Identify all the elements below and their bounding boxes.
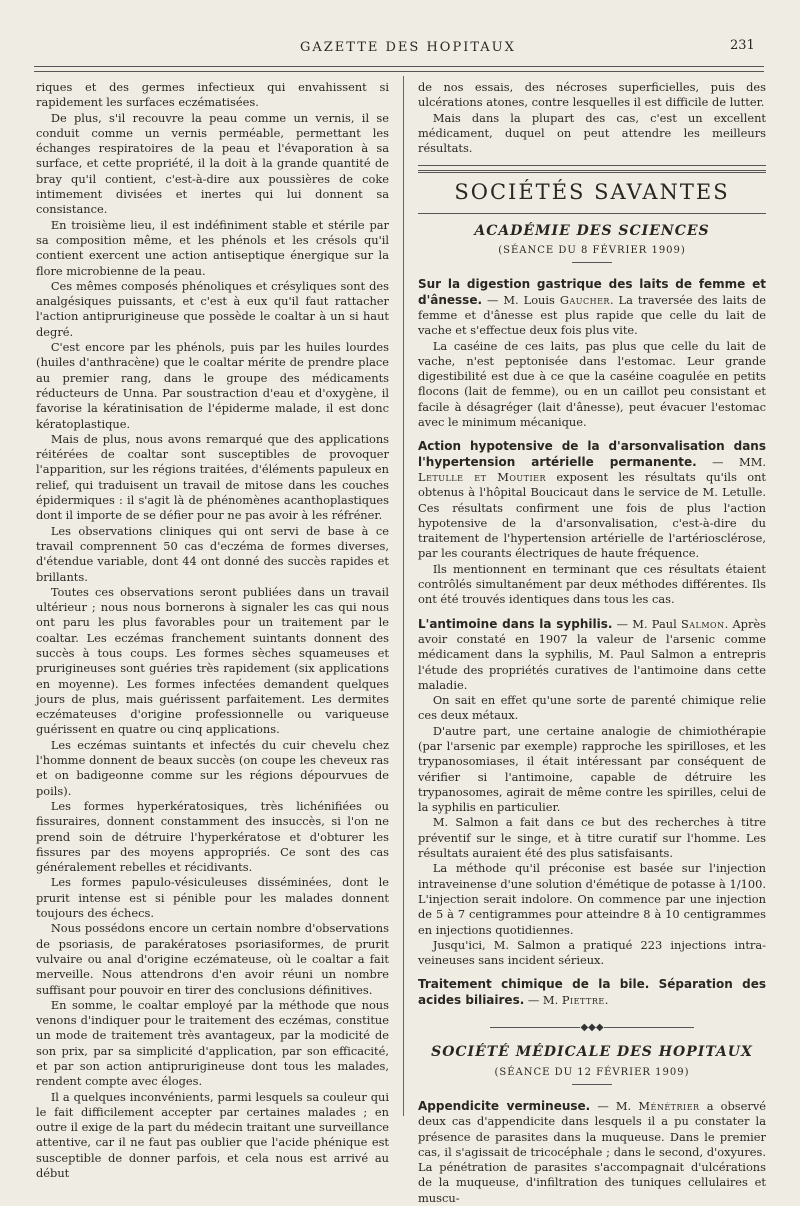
right-column [418,80,766,1206]
article-lead: — MM. [696,454,766,469]
journal-title: GAZETTE DES HOPITAUX [300,40,516,55]
article-author: Ménétrier [638,1098,700,1113]
header-rule [34,66,764,67]
article-author: Piettre [561,992,605,1007]
article-title: Traitement chimique de la bile. Séparation des acides biliaires. [418,977,766,1007]
article-title: Sur la digestion gastrique des laits de femme et d'ânesse. [418,277,766,307]
paragraph: Mais de plus, nous avons remarqué que des applications réitérées de coaltar sont susceptibles de provoquer l'apparition, sur les régions traitées, d'éléments papuleux en relief, qui traduisent un travail de mitose dans les couches épidermiques : il s'agit là de phénomènes acanthoplastiques dont il importe de se défier pour ne pas avoir à les réfréner. [36,431,389,523]
paragraph: M. Salmon a fait dans ce but des recherches à titre préventif sur le singe, et à titre curatif sur l'homme. Les résultats auraient été des plus satisfaisants. [418,815,766,861]
ornament-glyph: ◆◆◆ [580,1022,604,1034]
article-text: . Après avoir constaté en 1907 la valeur de l'arsenic comme médicament dans la syphilis, M. Paul Salmon a entrepris l'étude des propriétés curatives de l'antimoine dans cette maladie. [418,616,767,692]
paragraph: C'est encore par les phénols, puis par les huiles lourdes (huiles d'anthracène) que le coaltar mérite de prendre place au premier rang, dans le groupe des médicaments réducteurs de Unna. Par soustraction d'eau et d'oxygène, il favorise la kératinisation de l'épiderme malade, il est donc kératoplastique. [36,340,389,431]
paragraph: Ces mêmes composés phénoliques et crésyliques sont des analgésiques puissants, et c'est à eux qu'il faut rattacher l'action antiprurigineuse que possède le coaltar à un si haut degré. [36,278,389,339]
article-text: exposent les résultats qu'ils ont obtenus à l'hôpital Boucicaut dans le service de M. Letulle. Ces résultats confirment une fois de plus l'action hypotensive de la d'arsonvalisation, c'est-à-dire du traitement de l'hypertension artérielle de l'artériosclérose, par les courants électriques de haute fréquence. [418,469,766,561]
article-author: Salmon [680,616,725,631]
academy-heading: ACADÉMIE DES SCIENCES [474,222,710,239]
paragraph: La caséine de ces laits, pas plus que celle du lait de vache, n'est peptonisée dans l'estomac. Leur grande digestibilité est due à ce que la caséine coagulée en petits flocons (lait de femme), ou en un caillot peu consistant et facile à désagréger (lait d'ânesse), peut évacuer l'estomac avec le minimum mécanique. [418,338,766,430]
article-lead: — M. [590,1098,639,1113]
paragraph: Ils mentionnent en terminant que ces résultats étaient contrôlés simultanément par deux méthodes différentes. Ils ont été trouvés identiques dans tous les cas. [418,561,766,607]
paragraph: Il a quelques inconvénients, parmi lesquels sa couleur qui le fait difficilement accepter par certaines malades ; en outre il exige de la part du médecin traitant une surveillance attentive, car il ne faut pas oublier que l'acide phénique est susceptible de donner parfois, et cela nous est arrivé au début [36,1089,389,1181]
article-lead: — M. Louis [482,292,560,307]
ornament-divider [418,1020,766,1035]
article-entry [418,277,766,338]
section-rule [418,165,766,166]
divider [572,262,612,263]
paragraph: De plus, s'il recouvre la peau comme un vernis, il se conduit comme un vernis perméable, permettant les échanges respiratoires de la peau et l'évaporation à sa surface, et cette propriété, il la doit à la grande quantité de bray qu'il contient, c'est-à-dire aux poussières de coke intimement divisées et inertes qui lui donnent sa consistance. [36,110,389,217]
column-divider [403,76,404,1116]
article-entry [418,617,766,693]
article-entry [418,439,766,561]
article-lead: — M. [524,992,562,1007]
ornament-line [490,1027,580,1028]
page-number: 231 [730,38,755,53]
paragraph: La méthode qu'il préconise est basée sur l'injection intraveinense d'une solution d'émétique de potasse à 1/100. L'injection serait indolore. On commence par une injection de 5 à 7 centigrammes pour atteindre 8 à 10 centigrammes en injections quotidiennes. [418,861,766,937]
article-author: Gaucher [559,292,610,307]
section-title: SOCIÉTÉS SAVANTES [454,180,730,205]
article-text: a observé deux cas d'appendicite dans lesquels il a pu constater la présence de parasites dans la muqueuse. Dans le premier cas, il s'agissait de tricocéphale ; dans le second, d'oxyures. La pénétration de parasites s'accompagnait d'ulcérations de la muqueuse, d'infiltration des tuniques cellulaires et muscu- [418,1098,766,1205]
paragraph: Les formes hyperkératosiques, très lichénifiées ou fissuraires, donnent constamment des insuccès, si l'on ne prend soin de détruire l'hyperkératose et d'obturer les fissures par des moyens appropriés. Ce sont des cas généralement rebelles et récidivants. [36,798,389,875]
article-text: . [604,992,609,1007]
paragraph: Les observations cliniques qui ont servi de base à ce travail comprennent 50 cas d'eczéma de formes diverses, d'étendue variable, dont 44 ont donné des succès rapides et brillants. [36,523,389,584]
article-entry [418,977,766,1008]
article-entry [418,1099,766,1206]
ornament-line [604,1027,694,1028]
section-rule [418,170,766,173]
paragraph: Nous possédons encore un certain nombre d'observations de psoriasis, de parakératoses psoriasiformes, de prurit vulvaire ou anal d'origine eczémateuse, où le coaltar a fait merveille. Nous attendrons d'en avoir réuni un nombre suffisant pour pouvoir en tirer des conclusions définitives. [36,921,389,997]
paragraph: de nos essais, des nécroses superficielles, puis des ulcérations atones, contre lesquelles il est difficile de lutter. [418,80,766,110]
article-text: . La traversée des laits de femme et d'ânesse est plus rapide que celle du lait de vache et s'effectue deux fois plus vite. [418,292,766,338]
paragraph: Mais dans la plupart des cas, c'est un excellent médicament, duquel on peut attendre les meilleurs résultats. [418,110,766,156]
paragraph: En troisième lieu, il est indéfiniment stable et stérile par sa composition même, et les phénols et les crésols qu'il contient exercent une action antiseptique énergique sur la flore microbienne de la peau. [36,217,389,278]
paragraph: Les eczémas suintants et infectés du cuir chevelu chez l'homme donnent de beaux succès (on coupe les cheveux ras et on badigeonne comme sur les régions dépourvues de poils). [36,737,389,798]
header-rule [34,71,764,72]
article-title: Appendicite vermineuse. [418,1098,591,1113]
article-title: L'antimoine dans la syphilis. [418,616,613,631]
paragraph: On sait en effet qu'une sorte de parenté chimique relie ces deux métaux. [418,693,766,723]
paragraph: riques et des germes infectieux qui envahissent si rapidement les surfaces eczématisées. [36,80,389,110]
society-heading: SOCIÉTÉ MÉDICALE DES HOPITAUX [431,1044,753,1061]
paragraph: En somme, le coaltar employé par la méthode que nous venons d'indiquer pour le traitement des eczémas, constitue un mode de traitement très avantageux, par la modicité de son prix, par sa simplicité d'application, par son efficacité, et par son action antiprurigineuse dont tous les malades, rendent compte avec éloges. [36,997,389,1089]
section-rule [418,213,766,214]
divider [572,1084,612,1085]
article-author: Letulle et Moutier [418,469,547,484]
session-date: (SÉANCE DU 8 FÉVRIER 1909) [498,245,686,257]
paragraph: Jusqu'ici, M. Salmon a pratiqué 223 injections intra-veineuses sans incident sérieux. [418,937,766,968]
paragraph: Toutes ces observations seront publiées dans un travail ultérieur ; nous nous bornerons à signaler les cas qui nous ont paru les plus favorables pour un traitement par le coaltar. Les eczémas franchement suintants donnent des succès à tous coups. Les formes sèches squameuses et prurigineuses sont guéries très rapidement (six applications en moyenne). Les formes infectées demandent quelques jours de plus, mais guérissent parfaitement. Les dermites eczémateuses d'origine professionnelle ou variqueuse guérissent en quatre ou cinq applications. [36,584,389,737]
paragraph: Les formes papulo-vésiculeuses disséminées, dont le prurit intense est si pénible pour les malades donnent toujours des échecs. [36,875,389,921]
article-lead: — M. Paul [612,616,681,631]
running-head [0,38,800,58]
session-date: (SÉANCE DU 12 FÉVRIER 1909) [494,1066,690,1078]
article-title: Action hypotensive de la d'arsonvalisation dans l'hypertension artérielle permanente. [418,439,766,469]
paragraph: D'autre part, une certaine analogie de chimiothérapie (par l'arsenic par exemple) rapproche les spirilloses, et les trypanosomiases, il était intéressant par conséquent de vérifier si l'antimoine, capable de détruire les trypanosomes, agirait de même contre les spirilles, celui de la syphilis en particulier. [418,723,766,815]
left-column [36,80,389,1181]
